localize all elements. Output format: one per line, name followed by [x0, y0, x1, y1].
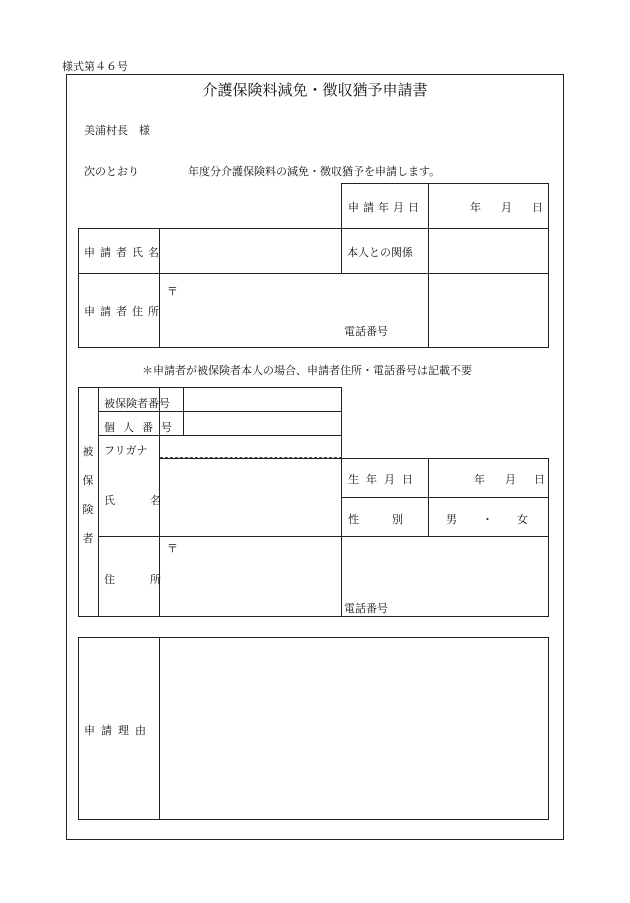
applicant-postal-mark: 〒 — [167, 285, 178, 298]
relation-label: 本人との関係 — [347, 246, 413, 259]
divider — [98, 411, 341, 412]
insured-name-field[interactable] — [161, 460, 340, 534]
divider — [341, 497, 549, 498]
insured-phone-field[interactable] — [395, 594, 545, 614]
applicant-phone-field[interactable] — [395, 318, 545, 344]
application-month-unit: 月 — [501, 201, 512, 214]
insured-postal-mark: 〒 — [167, 542, 178, 555]
personal-number-label: 個人番号 — [104, 421, 180, 434]
divider — [98, 435, 341, 436]
form-number: 様式第４６号 — [62, 60, 128, 73]
applicant-phone-label: 電話番号 — [344, 325, 388, 338]
insured-number-field[interactable] — [185, 389, 340, 410]
birth-day-unit: 日 — [534, 473, 545, 486]
insured-address-field[interactable] — [180, 540, 546, 590]
note-text: ＊申請者が被保険者本人の場合、申請者住所・電話番号は記載不要 — [142, 364, 472, 377]
reason-field[interactable] — [161, 639, 547, 818]
applicant-address-field[interactable] — [180, 278, 546, 316]
sex-label: 性 別 — [348, 513, 403, 526]
sex-female-option[interactable]: 女 — [517, 513, 528, 526]
intro-lead: 次のとおり — [84, 165, 139, 178]
insured-number-label: 被保険者番号 — [104, 397, 170, 410]
furigana-divider — [160, 457, 342, 458]
divider — [98, 387, 99, 616]
applicant-name-label: 申請者氏名 — [84, 246, 164, 259]
furigana-label: フリガナ — [104, 444, 148, 457]
sex-separator: ・ — [482, 513, 493, 526]
application-year-unit: 年 — [470, 201, 481, 214]
birth-month-unit: 月 — [505, 473, 516, 486]
reason-label: 申請理由 — [84, 724, 152, 737]
section-char: 者 — [82, 532, 94, 545]
form-title: 介護保険料減免・徴収猶予申請書 — [202, 81, 428, 99]
divider — [341, 228, 342, 273]
birth-date-label: 生年月日 — [348, 473, 420, 486]
intro-text: 年度分介護保険料の減免・徴収猶予を申請します。 — [188, 165, 441, 178]
applicant-address-label: 申請者住所 — [84, 305, 164, 318]
personal-number-field[interactable] — [185, 413, 340, 434]
applicant-name-field[interactable] — [161, 230, 339, 272]
insured-name-label: 氏 名 — [104, 494, 173, 507]
birth-year-unit: 年 — [474, 473, 485, 486]
section-char: 保 — [82, 474, 94, 487]
section-char: 険 — [82, 503, 94, 516]
insured-section-label — [81, 437, 95, 553]
insured-phone-label: 電話番号 — [344, 602, 388, 615]
divider — [78, 273, 549, 274]
divider — [159, 637, 160, 819]
section-char: 被 — [82, 445, 94, 458]
relation-field[interactable] — [430, 230, 547, 272]
application-date-label: 申請年月日 — [348, 201, 423, 214]
divider — [98, 536, 549, 537]
furigana-field[interactable] — [161, 437, 340, 456]
sex-male-option[interactable]: 男 — [446, 513, 457, 526]
application-day-unit: 日 — [532, 201, 543, 214]
insured-address-label: 住 所 — [104, 573, 173, 586]
addressee: 美浦村長 様 — [84, 124, 150, 137]
